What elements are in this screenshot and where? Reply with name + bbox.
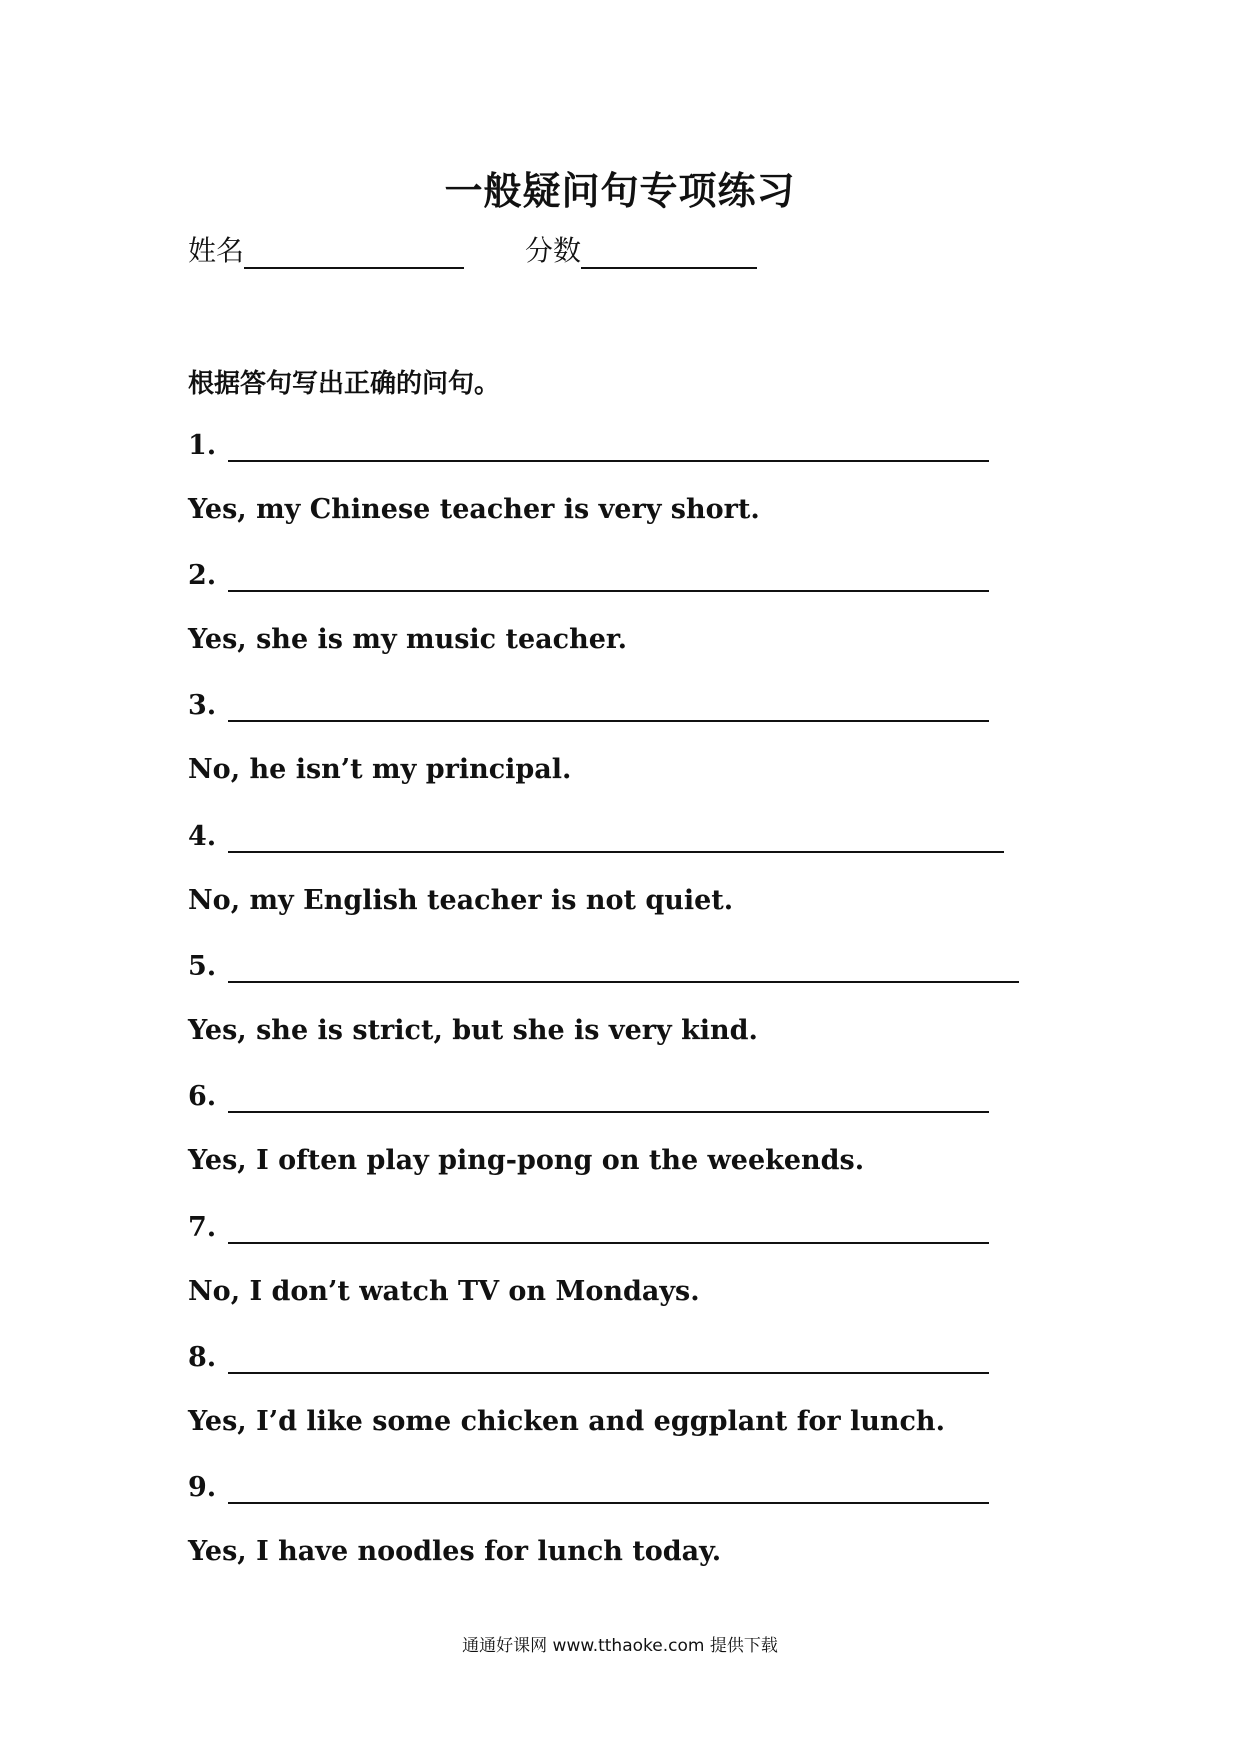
question-number: 3. <box>188 690 217 721</box>
answer-sentence: No, he isn’t my principal. <box>188 754 572 785</box>
answer-sentence: Yes, I often play ping-pong on the weekends. <box>188 1145 865 1176</box>
name-label: 姓名 <box>188 234 245 267</box>
answer-sentence: Yes, my Chinese teacher is very short. <box>188 494 760 525</box>
instruction-text: 根据答句写出正确的问句。 <box>188 369 501 399</box>
question-number: 8. <box>188 1342 217 1373</box>
name-field <box>188 229 464 269</box>
answer-blank-line[interactable] <box>228 720 989 722</box>
page-title: 一般疑问句专项练习 <box>444 169 796 213</box>
answer-blank-line[interactable] <box>228 1372 989 1374</box>
page-footer: 通通好课网 www.tthaoke.com 提供下载 <box>462 1636 778 1656</box>
answer-blank-line[interactable] <box>228 1111 989 1113</box>
score-field <box>525 229 757 269</box>
answer-blank-line[interactable] <box>228 1242 989 1244</box>
answer-blank-line[interactable] <box>228 1502 989 1504</box>
answer-blank-line[interactable] <box>228 981 1019 983</box>
question-number: 2. <box>188 560 217 591</box>
answer-sentence: Yes, I’d like some chicken and eggplant for lunch. <box>188 1406 945 1437</box>
question-number: 5. <box>188 951 217 982</box>
answer-sentence: No, my English teacher is not quiet. <box>188 885 734 916</box>
answer-sentence: Yes, she is strict, but she is very kind. <box>188 1015 758 1046</box>
question-number: 1. <box>188 430 217 461</box>
answer-sentence: Yes, she is my music teacher. <box>188 624 628 655</box>
question-number: 9. <box>188 1472 217 1503</box>
question-number: 6. <box>188 1081 217 1112</box>
answer-blank-line[interactable] <box>228 460 989 462</box>
name-blank[interactable] <box>244 237 464 269</box>
answer-sentence: Yes, I have noodles for lunch today. <box>188 1536 722 1567</box>
answer-blank-line[interactable] <box>228 590 989 592</box>
answer-blank-line[interactable] <box>228 851 1004 853</box>
question-number: 7. <box>188 1212 217 1243</box>
question-number: 4. <box>188 821 217 852</box>
answer-sentence: No, I don’t watch TV on Mondays. <box>188 1276 700 1307</box>
score-blank[interactable] <box>581 237 757 269</box>
score-label: 分数 <box>525 234 582 267</box>
